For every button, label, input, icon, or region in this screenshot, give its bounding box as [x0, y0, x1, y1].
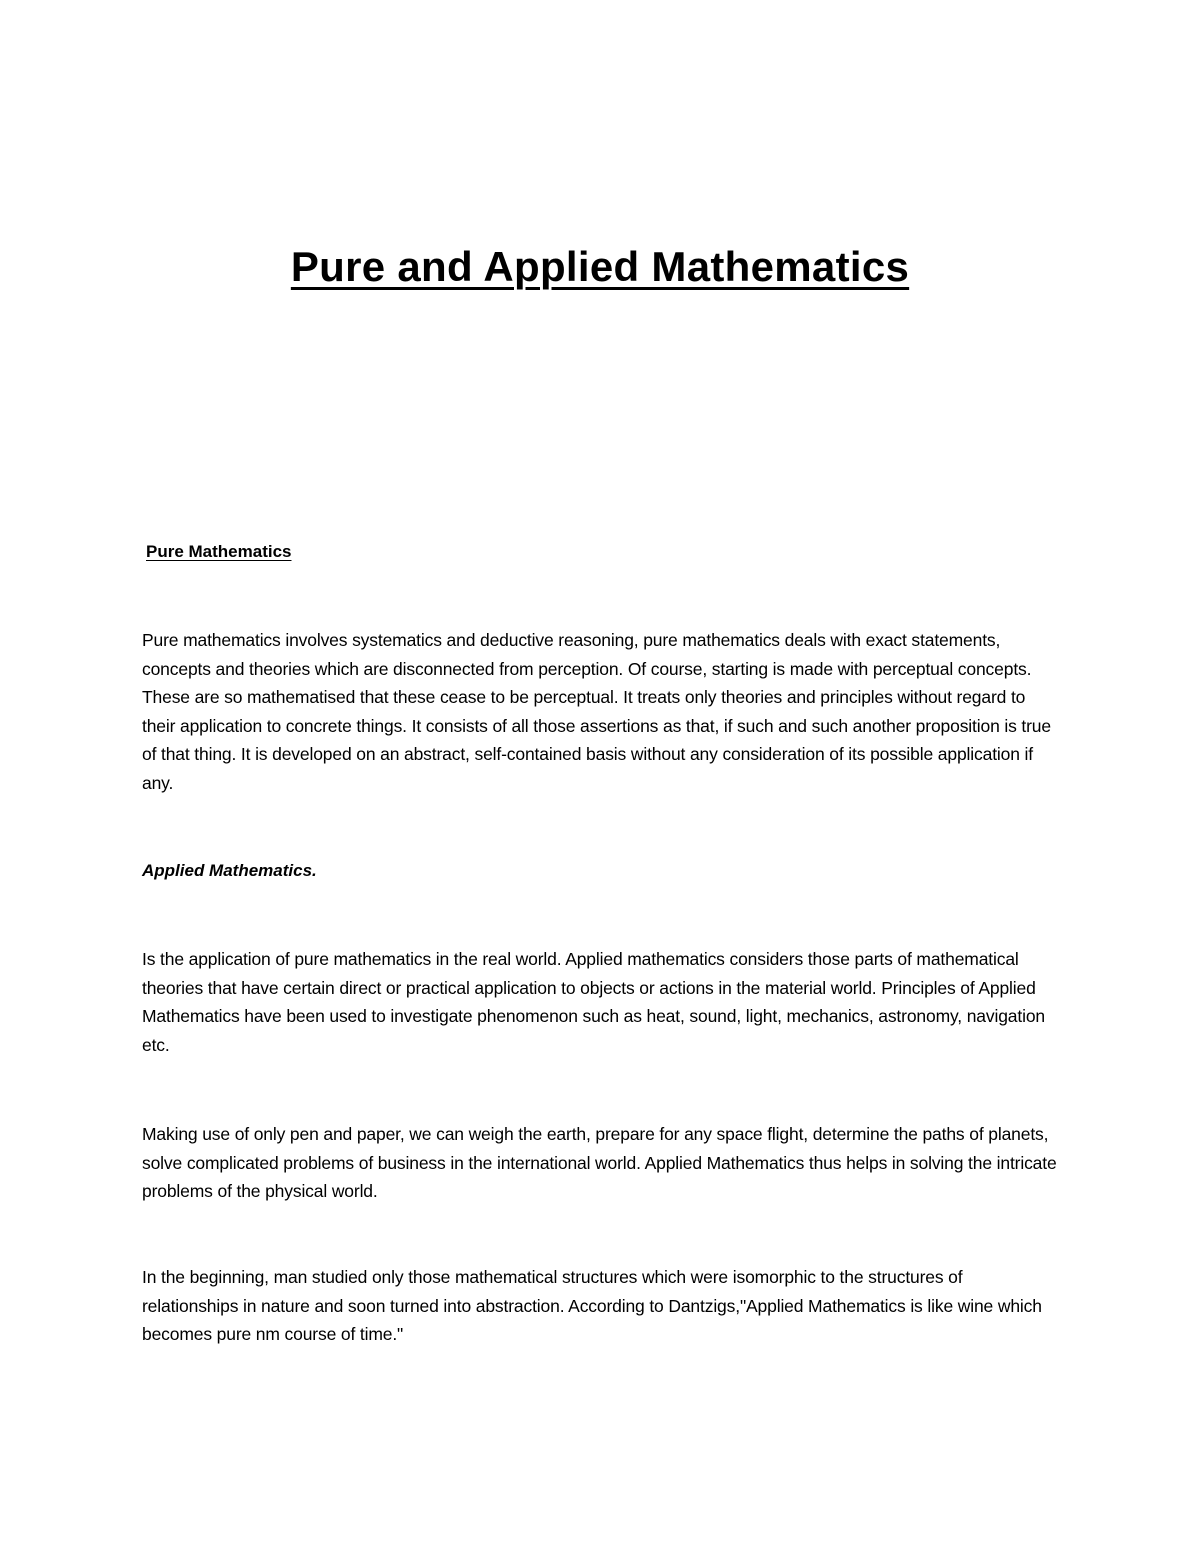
paragraph-applied-uses: Making use of only pen and paper, we can weigh the earth, prepare for any space flight, determine the paths of planets, solve complicated problems of business in the international world. Applied Mathematics thus helps in solving the intricate problems of the physical world. [142, 1124, 1057, 1202]
document-title-text: Pure and Applied Mathematics [290, 243, 910, 290]
section-heading-applied-mathematics: Applied Mathematics. [142, 861, 317, 880]
paragraph-applied-definition: Is the application of pure mathematics in the real world. Applied mathematics considers those parts of mathematical theories that have certain direct or practical application to objects or actions in the material world. Principles of Applied Mathematics have been used to investigate phenomenon such as heat, sound, light, mechanics, astronomy, navigation etc. [142, 949, 1046, 1055]
paragraph-applied-history: In the beginning, man studied only those mathematical structures which were isomorphic to the structures of relationships in nature and soon turned into abstraction. According to Dantzigs,"Applied Mathematics is like wine which becomes pure nm course of time." [142, 1267, 1042, 1345]
section-heading-pure-mathematics: Pure Mathematics [146, 542, 292, 561]
paragraph-pure-mathematics: Pure mathematics involves systematics and deductive reasoning, pure mathematics deals with exact statements, concepts and theories which are disconnected from perception. Of course, starting is made with perceptual concepts. These are so mathematised that these cease to be perceptual. It treats only theories and principles without regard to their application to concrete things. It consists of all those assertions as that, if such and such another proposition is true of that thing. It is developed on an abstract, self-contained basis without any consideration of its possible application if any. [142, 630, 1051, 793]
document-title [0, 238, 1200, 296]
